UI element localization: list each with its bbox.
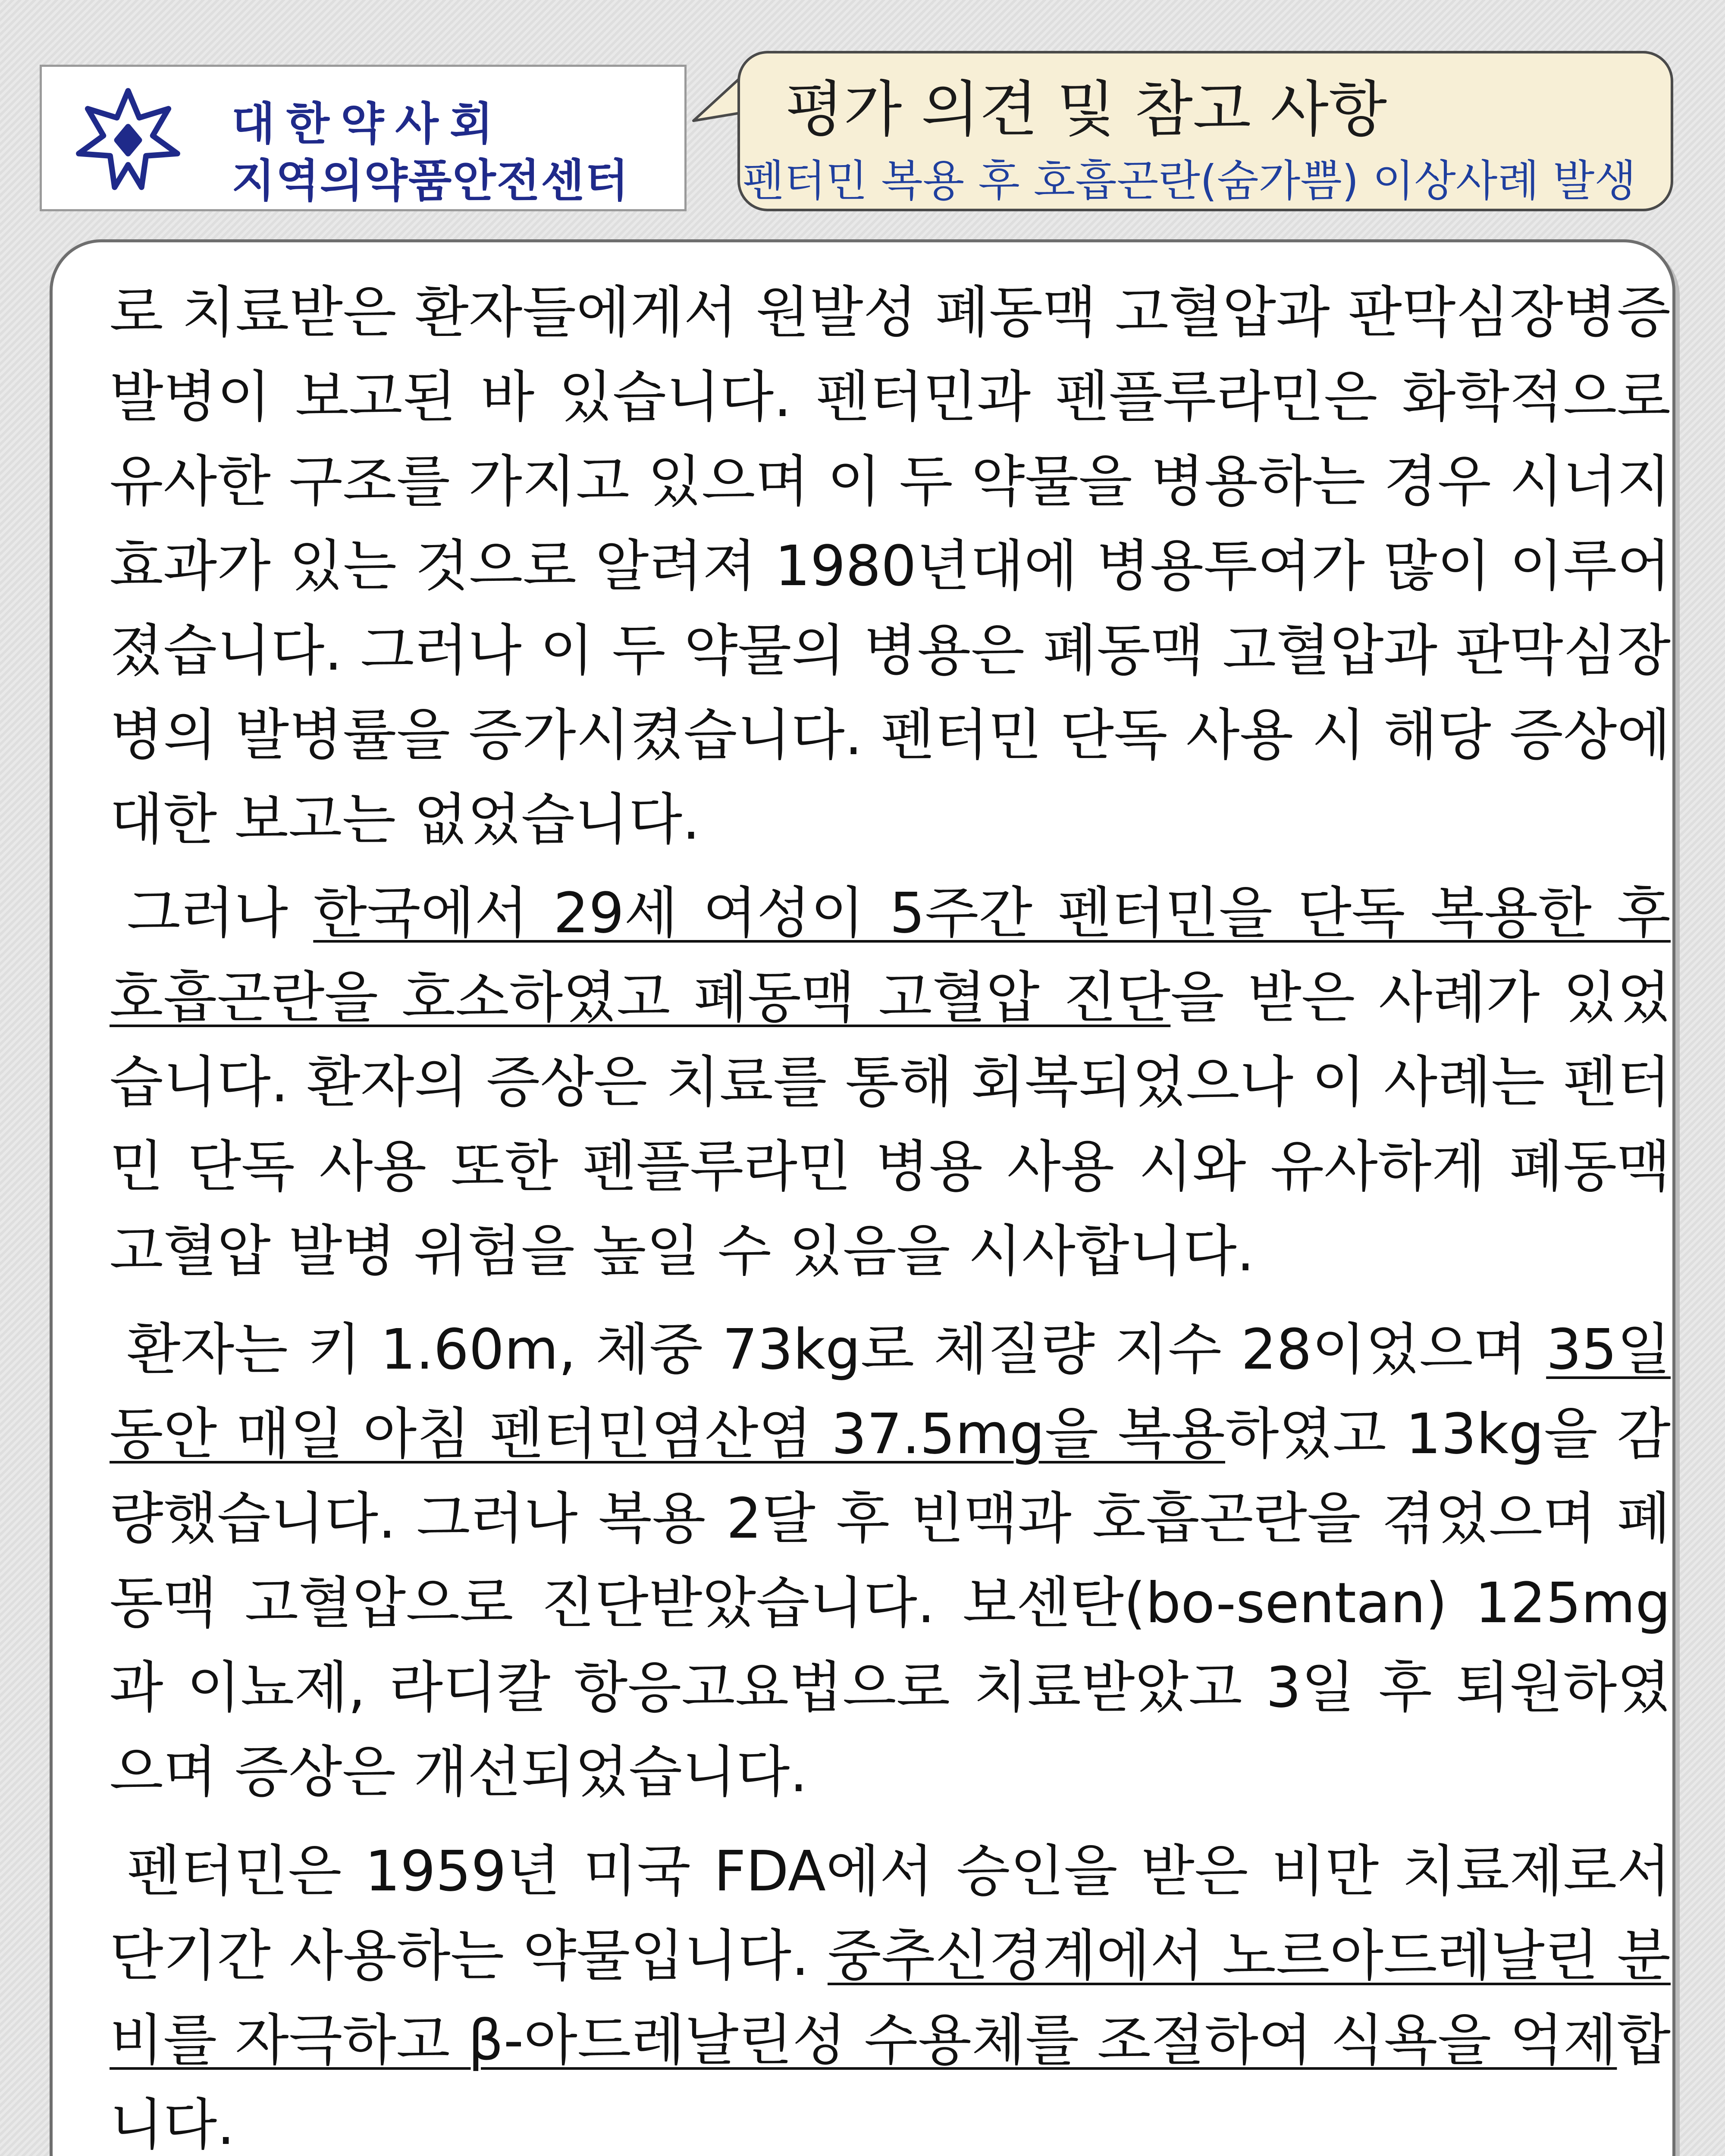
paragraph-3 [110,1307,1671,1814]
header-bubble [737,51,1673,211]
paragraph-2-underlined: 한국에서 29세 여성이 5주간 펜터민을 단독 복용한 후 호흡곤란을 호소하였고 폐동맥 고혈압 진단 [110,881,1671,1030]
paragraph-1 [110,270,1671,862]
paragraph-2-text-start: 그러나 [127,881,314,946]
logo-org-name: 대한약사회 [232,97,505,150]
paragraph-4 [110,1829,1671,2156]
paragraph-3-text-start: 환자는 키 1.60m, 체중 73kg로 체질량 지수 28이었으며 [127,1317,1546,1382]
speech-bubble-tail [689,65,745,129]
logo-emblem-icon [72,84,184,196]
logo-center-name: 지역의약품안전센터 [232,154,630,207]
paragraph-2 [110,871,1671,1294]
page-subtitle: 펜터민 복용 후 호흡곤란(숨가쁨) 이상사례 발생 [742,156,1636,206]
paragraph-2-text-end: 을 받은 사례가 있었습니다. 환자의 증상은 치료를 통해 회복되었으나 이 사례는 펜터민 단독 사용 또한 펜플루라민 병용 사용 시와 유사하게 폐동맥 고혈압 발병 위험을 높일 수 있음을 시사합니다. [110,965,1671,1284]
paragraph-3-underlined: 35일 동안 매일 아침 펜터민염산염 37.5mg을 복용 [110,1317,1671,1467]
content-panel [50,239,1675,2156]
paragraph-1-text: 로 치료받은 환자들에게서 원발성 폐동맥 고혈압과 판막심장병증 발병이 보고된 바 있습니다. 펜터민과 펜플루라민은 화학적으로 유사한 구조를 가지고 있으며 이 두 약물을 병용하는 경우 시너지 효과가 있는 것으로 알려져 1980년대에 병용투여가 많이 이루어졌습니다. 그러나 이 두 약물의 병용은 폐동맥 고혈압과 판막심장병의 발병률을 증가시켰습니다. 펜터민 단독 사용 시 해당 증상에 대한 보고는 없었습니다. [110,280,1671,852]
paragraph-4-text-start: 펜터민은 1959년 미국 FDA에서 승인을 받은 비만 치료제로서 단기간 사용하는 약물입니다. [110,1839,1671,1988]
paragraph-4-text-end: 합니다. [110,2008,1671,2156]
paragraph-3-text-end: 하였고 13kg을 감량했습니다. 그러나 복용 2달 후 빈맥과 호흡곤란을 겪었으며 폐동맥 고혈압으로 진단받았습니다. 보센탄(bo-sentan) 125mg과 이뇨제, 라디칼 항응고요법으로 치료받았고 3일 후 퇴원하였으며 증상은 개선되었습니다. [110,1402,1671,1805]
logo-box [40,65,687,211]
paragraph-4-underlined: 중추신경계에서 노르아드레날린 분비를 자극하고 β-아드레날린성 수용체를 조절하여 식욕을 억제 [110,1924,1671,2073]
page-title: 평가 의견 및 참고 사항 [785,75,1387,145]
